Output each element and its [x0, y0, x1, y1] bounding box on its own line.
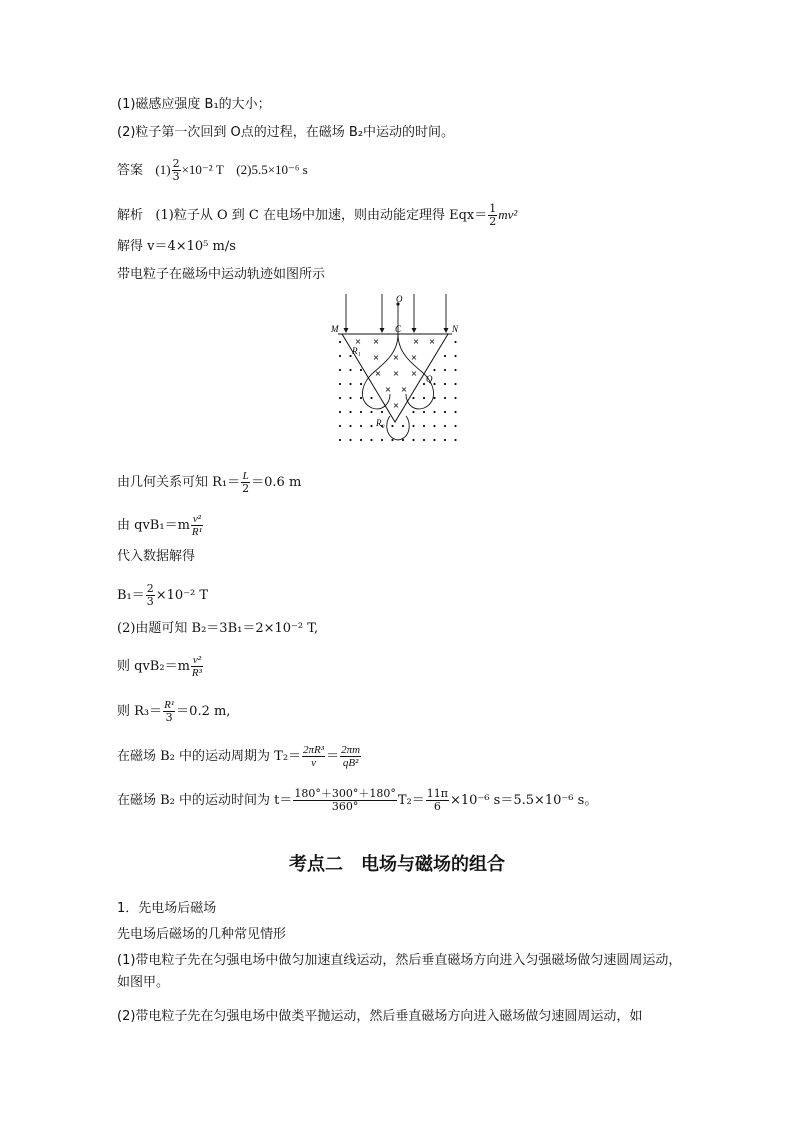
- frac-den: 2: [489, 215, 497, 228]
- line11-prefix: 在磁场 B₂ 中的运动周期为 T₂＝: [117, 749, 302, 764]
- field-dot: [349, 397, 351, 399]
- field-dot: [444, 411, 446, 413]
- frac-den: 3: [146, 595, 154, 608]
- answer-part2: (2)5.5×10⁻⁶ s: [236, 162, 308, 177]
- frac-num: 2πR³: [303, 744, 325, 756]
- field-dot: [433, 411, 435, 413]
- analysis-line-3: 带电粒子在磁场中运动轨迹如图所示: [117, 267, 326, 282]
- field-dot: [412, 439, 414, 441]
- frac-num: 1: [489, 202, 497, 215]
- analysis-line1-fraction: [488, 203, 497, 228]
- field-dot: [433, 425, 435, 427]
- label-m: M: [331, 324, 339, 334]
- field-dot: [402, 425, 404, 427]
- field-dot: [444, 397, 446, 399]
- field-cross: ×: [372, 353, 380, 362]
- field-dot: [433, 439, 435, 441]
- line12-prefix: 在磁场 B₂ 中的运动时间为 t＝: [117, 793, 293, 808]
- field-dot: [423, 425, 425, 427]
- frac-den: qB²: [340, 756, 361, 769]
- line4-tail: ＝0.6 m: [251, 475, 302, 490]
- analysis-line-12: [117, 788, 597, 813]
- field-dot: [454, 355, 456, 357]
- field-dot: [444, 383, 446, 385]
- field-dot: [391, 439, 393, 441]
- field-cross: ×: [392, 401, 400, 410]
- field-cross: ×: [384, 385, 392, 394]
- label-q: Q: [426, 374, 433, 384]
- analysis-line-6: 代入数据解得: [117, 549, 196, 564]
- field-dot: [370, 439, 372, 441]
- section-item-1-sub: 先电场后磁场的几种常见情形: [117, 927, 287, 942]
- answer-frac-num: 2: [172, 157, 180, 170]
- line10-fraction: [163, 699, 175, 724]
- section-paragraph-2: (2)带电粒子先在匀强电场中做类平抛运动，然后垂直磁场方向进入磁场做匀速圆周运动，如: [117, 1009, 643, 1024]
- field-dot: [349, 369, 351, 371]
- line12-mid: T₂＝: [397, 793, 425, 808]
- line4-prefix: 由几何关系可知 R₁＝: [117, 475, 241, 490]
- field-dot: [360, 383, 362, 385]
- section-item-1: 1．先电场后磁场: [117, 901, 217, 916]
- field-dot: [360, 439, 362, 441]
- analysis-line-5: [117, 513, 204, 538]
- line9-prefix: 则 qvB₂＝m: [117, 659, 190, 674]
- line10-prefix: 则 R₃＝: [117, 704, 163, 719]
- analysis-line-7: [117, 583, 208, 608]
- field-dot: [423, 397, 425, 399]
- label-o: O: [396, 294, 403, 304]
- analysis-line1-tail: mv²: [498, 207, 518, 222]
- field-dot: [339, 383, 341, 385]
- field-cross: ×: [372, 337, 380, 346]
- field-dot: [454, 411, 456, 413]
- field-dot: [339, 439, 341, 441]
- field-dot: [433, 383, 435, 385]
- line7-prefix: B₁＝: [117, 588, 145, 603]
- frac-num: 2: [146, 582, 154, 595]
- field-dot: [444, 425, 446, 427]
- field-dot: [423, 439, 425, 441]
- field-dot: [381, 439, 383, 441]
- field-cross: ×: [428, 337, 436, 346]
- field-dot: [349, 411, 351, 413]
- field-dot: [454, 397, 456, 399]
- field-dot: [360, 369, 362, 371]
- answer-frac-den: 3: [172, 170, 180, 183]
- section-heading: 考点二 电场与磁场的组合: [289, 854, 505, 875]
- answer-part1-prefix: (1): [155, 162, 171, 177]
- field-dot: [339, 411, 341, 413]
- analysis-line-4: [117, 470, 301, 495]
- field-dot: [444, 355, 446, 357]
- analysis-line-9: [117, 654, 204, 679]
- field-dot: [339, 341, 341, 343]
- line10-tail: ＝0.2 m,: [176, 704, 231, 719]
- field-dot: [381, 411, 383, 413]
- line11-fraction-1: [302, 744, 325, 769]
- field-dot: [412, 425, 414, 427]
- field-dot: [402, 439, 404, 441]
- field-dot: [412, 411, 414, 413]
- analysis-line-11: [117, 744, 362, 769]
- field-dot: [444, 369, 446, 371]
- analysis-line-10: [117, 699, 230, 724]
- section-paragraph-1: (1)带电粒子先在匀强电场中做匀加速直线运动，然后垂直磁场方向进入匀强磁场做匀速圆周运动，如图甲。: [117, 953, 682, 990]
- answer-fraction: [172, 158, 181, 183]
- field-dot: [339, 355, 341, 357]
- frac-den: 2: [242, 482, 250, 495]
- field-dot: [360, 397, 362, 399]
- field-dot: [454, 341, 456, 343]
- field-cross: ×: [354, 337, 362, 346]
- field-dot: [412, 397, 414, 399]
- frac-den: R³: [191, 667, 202, 679]
- field-dot: [349, 425, 351, 427]
- question-1: (1)磁感应强度 B₁的大小；: [117, 97, 271, 112]
- field-dot: [391, 425, 393, 427]
- label-n: N: [452, 324, 459, 334]
- field-cross: ×: [410, 353, 418, 362]
- frac-num: 2πm: [341, 744, 361, 756]
- field-dot: [349, 383, 351, 385]
- field-cross: ×: [392, 353, 400, 362]
- frac-num: v²: [192, 513, 201, 525]
- answer-part1-rest: ×10⁻² T: [181, 162, 224, 177]
- analysis-line-8: (2)由题可知 B₂＝3B₁＝2×10⁻² T,: [117, 621, 319, 636]
- frac-num: R¹: [164, 699, 175, 711]
- line7-fraction: [146, 583, 155, 608]
- field-dot: [423, 383, 425, 385]
- line12-fraction-1: [293, 788, 397, 813]
- field-dot: [433, 369, 435, 371]
- field-dot: [454, 439, 456, 441]
- frac-num: L: [242, 470, 249, 482]
- label-r1: R₁: [352, 346, 361, 356]
- frac-den: 3: [163, 711, 175, 724]
- trajectory-figure: [328, 292, 462, 450]
- line7-tail: ×10⁻² T: [155, 588, 209, 603]
- line11-fraction-2: [340, 744, 361, 769]
- label-c: C: [395, 324, 402, 334]
- field-dot: [370, 411, 372, 413]
- analysis-line-2: 解得 v＝4×10⁵ m/s: [117, 239, 236, 254]
- field-dot: [370, 397, 372, 399]
- frac-den: 6: [426, 800, 449, 813]
- field-dot: [339, 397, 341, 399]
- field-dot: [423, 411, 425, 413]
- question-2: (2)粒子第一次回到 O点的过程，在磁场 B₂中运动的时间。: [117, 125, 455, 140]
- field-dot: [360, 425, 362, 427]
- analysis-line1-text: (1)粒子从 O 到 C 在电场中加速，则由动能定理得 Eqx＝: [155, 208, 488, 223]
- field-dot: [454, 383, 456, 385]
- analysis-label: 解析: [117, 208, 144, 223]
- field-dot: [444, 439, 446, 441]
- frac-den: R¹: [191, 526, 202, 538]
- field-cross: ×: [374, 369, 382, 378]
- field-cross: ×: [400, 385, 408, 394]
- line5-fraction: [191, 513, 203, 538]
- line12-fraction-2: [426, 788, 449, 813]
- label-r2: R₂: [376, 418, 385, 428]
- answer-line: [117, 158, 308, 183]
- frac-num: 180°＋300°＋180°: [294, 787, 396, 800]
- frac-num: 11π: [426, 787, 449, 800]
- field-dot: [454, 369, 456, 371]
- field-cross: ×: [392, 369, 400, 378]
- line11-mid: ＝: [326, 749, 340, 764]
- answer-label: 答案: [117, 163, 144, 178]
- analysis-line-1: [117, 203, 517, 228]
- frac-den: 360°: [293, 800, 397, 813]
- field-dot: [454, 425, 456, 427]
- line5-prefix: 由 qvB₁＝m: [117, 518, 190, 533]
- line12-tail: ×10⁻⁶ s＝5.5×10⁻⁶ s。: [450, 793, 598, 808]
- field-dot: [339, 369, 341, 371]
- line9-fraction: [191, 654, 203, 679]
- field-dot: [349, 439, 351, 441]
- field-dot: [339, 425, 341, 427]
- field-dot: [360, 411, 362, 413]
- frac-den: v: [302, 756, 325, 769]
- field-cross: ×: [410, 369, 418, 378]
- field-dot: [370, 425, 372, 427]
- line4-fraction: [241, 470, 250, 495]
- field-cross: ×: [412, 337, 420, 346]
- frac-num: v²: [192, 654, 201, 666]
